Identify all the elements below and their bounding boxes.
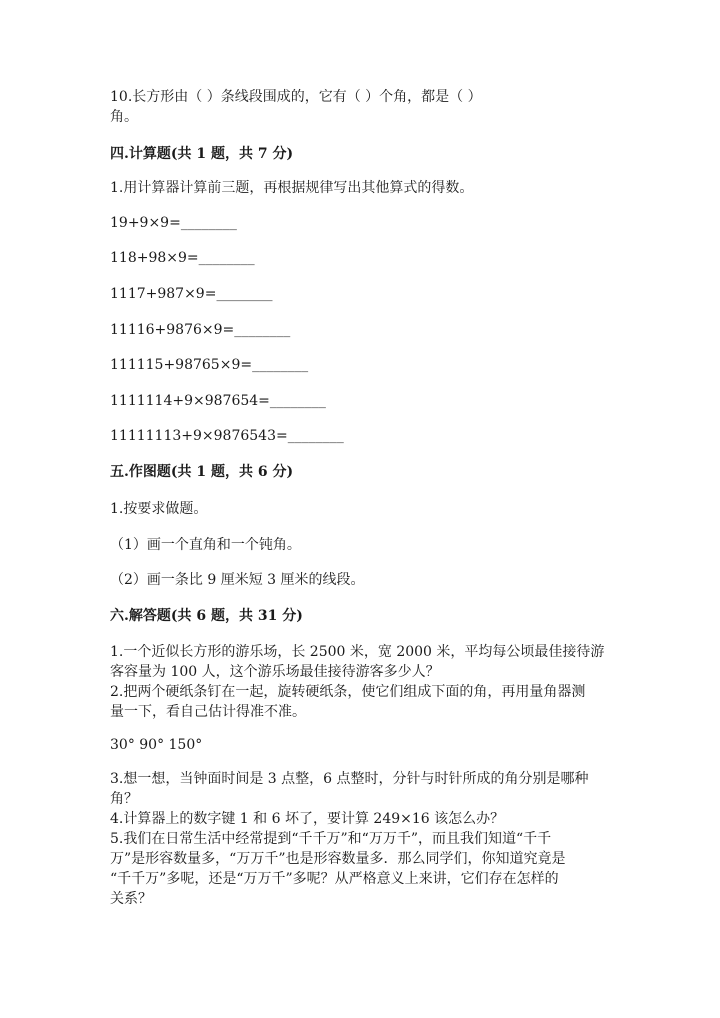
section-five-q1-prompt: 1.按要求做题。 (110, 501, 208, 517)
section-six-q1-line-2: 客容量为 100 人，这个游乐场最佳接待游客多少人？ (110, 664, 440, 680)
section-six-q2-line-2: 量一下，看自己估计得准不准。 (110, 704, 306, 720)
equation-7: 11111113+9×9876543=________ (110, 428, 344, 444)
section-six-q1-line-1: 1.一个近似长方形的游乐场，长 2500 米，宽 2000 米，平均每公顷最佳接待游 (110, 644, 605, 660)
equation-2: 118+98×9=________ (110, 250, 255, 266)
section-six-q5-line-4: 关系？ (110, 891, 152, 907)
section-six-q3-line-1: 3.想一想，当钟面时间是 3 点整，6 点整时，分针与时针所成的角分别是哪种 (110, 771, 589, 787)
angle-list: 30° 90° 150° (110, 737, 203, 753)
section-four-heading: 四.计算题(共 1 题，共 7 分) (110, 146, 294, 162)
section-six-q2-line-1: 2.把两个硬纸条钉在一起，旋转硬纸条，使它们组成下面的角，再用量角器测 (110, 684, 586, 700)
equation-1: 19+9×9=________ (110, 215, 237, 231)
section-six-q5-line-1: 5.我们在日常生活中经常提到“千千万”和“万万千”，而且我们知道“千千 (110, 831, 552, 847)
section-six-q5-line-2: 万”是形容数量多，“万万千”也是形容数量多．那么同学们，你知道究竟是 (110, 851, 566, 867)
section-five-sub-2: （2）画一条比 9 厘米短 3 厘米的线段。 (110, 572, 365, 588)
equation-4: 11116+9876×9=________ (110, 322, 291, 338)
section-five-sub-1: （1）画一个直角和一个钝角。 (110, 537, 301, 553)
q10-line-1: 10.长方形由（ ）条线段围成的，它有（ ）个角，都是（ ） (110, 89, 482, 105)
section-five-heading: 五.作图题(共 1 题，共 6 分) (110, 464, 294, 480)
section-six-q5-line-3: “千千万”多呢，还是“万万千”多呢？从严格意义上来讲，它们存在怎样的 (110, 871, 559, 887)
section-six-q4: 4.计算器上的数字键 1 和 6 坏了，要计算 249×16 该怎么办？ (110, 811, 505, 827)
equation-5: 111115+98765×9=________ (110, 357, 309, 373)
equation-3: 1117+987×9=________ (110, 286, 273, 302)
section-six-q3-line-2: 角？ (110, 791, 138, 807)
equation-6: 1111114+9×987654=________ (110, 393, 326, 409)
section-six-heading: 六.解答题(共 6 题，共 31 分) (110, 608, 303, 624)
q10-line-2: 角。 (110, 109, 138, 125)
section-four-q1-prompt: 1.用计算器计算前三题，再根据规律写出其他算式的得数。 (110, 180, 474, 196)
